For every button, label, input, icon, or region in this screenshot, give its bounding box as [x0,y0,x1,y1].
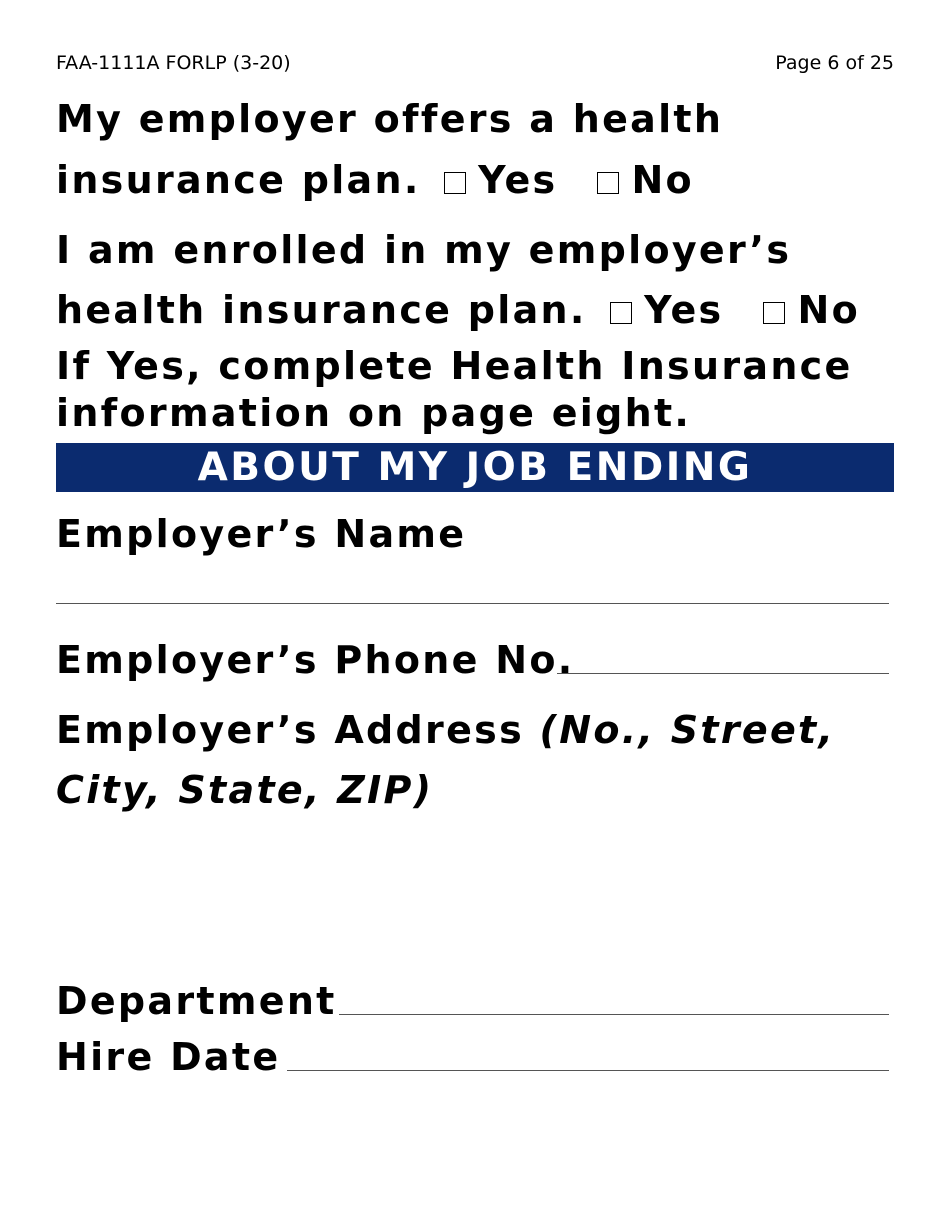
employer-address-field[interactable] [56,820,889,960]
question-offered-line1: My employer offers a health [56,97,724,141]
question-offered-line2 [56,157,694,203]
enrolled-no-label: No [797,288,860,332]
employer-address-label: Employer’s Address [56,708,525,752]
form-id: FAA-1111A FORLP (3-20) [56,52,291,74]
offered-no-option[interactable] [597,157,694,203]
question-enrolled-line2 [56,287,860,333]
offered-yes-checkbox[interactable] [444,172,466,194]
question-enrolled-line1: I am enrolled in my employer’s [56,228,792,272]
employer-address-hint-1: (No., Street, [539,708,836,752]
employer-phone-field[interactable] [557,673,889,674]
employer-address-line1 [56,707,835,753]
question-offered-text: insurance plan. [56,158,421,202]
department-field[interactable] [339,1014,889,1015]
enrolled-no-checkbox[interactable] [763,302,785,324]
offered-no-checkbox[interactable] [597,172,619,194]
note-line1: If Yes, complete Health Insurance [56,344,853,388]
enrolled-yes-option[interactable] [610,287,723,333]
employer-address-hint-2: City, State, ZIP) [56,768,434,812]
page-number: Page 6 of 25 [775,52,894,74]
enrolled-yes-label: Yes [644,288,724,332]
department-label: Department [56,979,337,1023]
question-enrolled-text: health insurance plan. [56,288,587,332]
section-banner: ABOUT MY JOB ENDING [56,443,894,492]
enrolled-no-option[interactable] [763,287,860,333]
hire-date-label: Hire Date [56,1035,281,1079]
note-line2: information on page eight. [56,391,692,435]
hire-date-field[interactable] [287,1070,889,1071]
offered-yes-option[interactable] [444,157,557,203]
employer-name-label: Employer’s Name [56,512,467,556]
enrolled-yes-checkbox[interactable] [610,302,632,324]
employer-phone-label: Employer’s Phone No. [56,638,575,682]
offered-no-label: No [631,158,694,202]
employer-name-field[interactable] [56,603,889,604]
offered-yes-label: Yes [478,158,558,202]
